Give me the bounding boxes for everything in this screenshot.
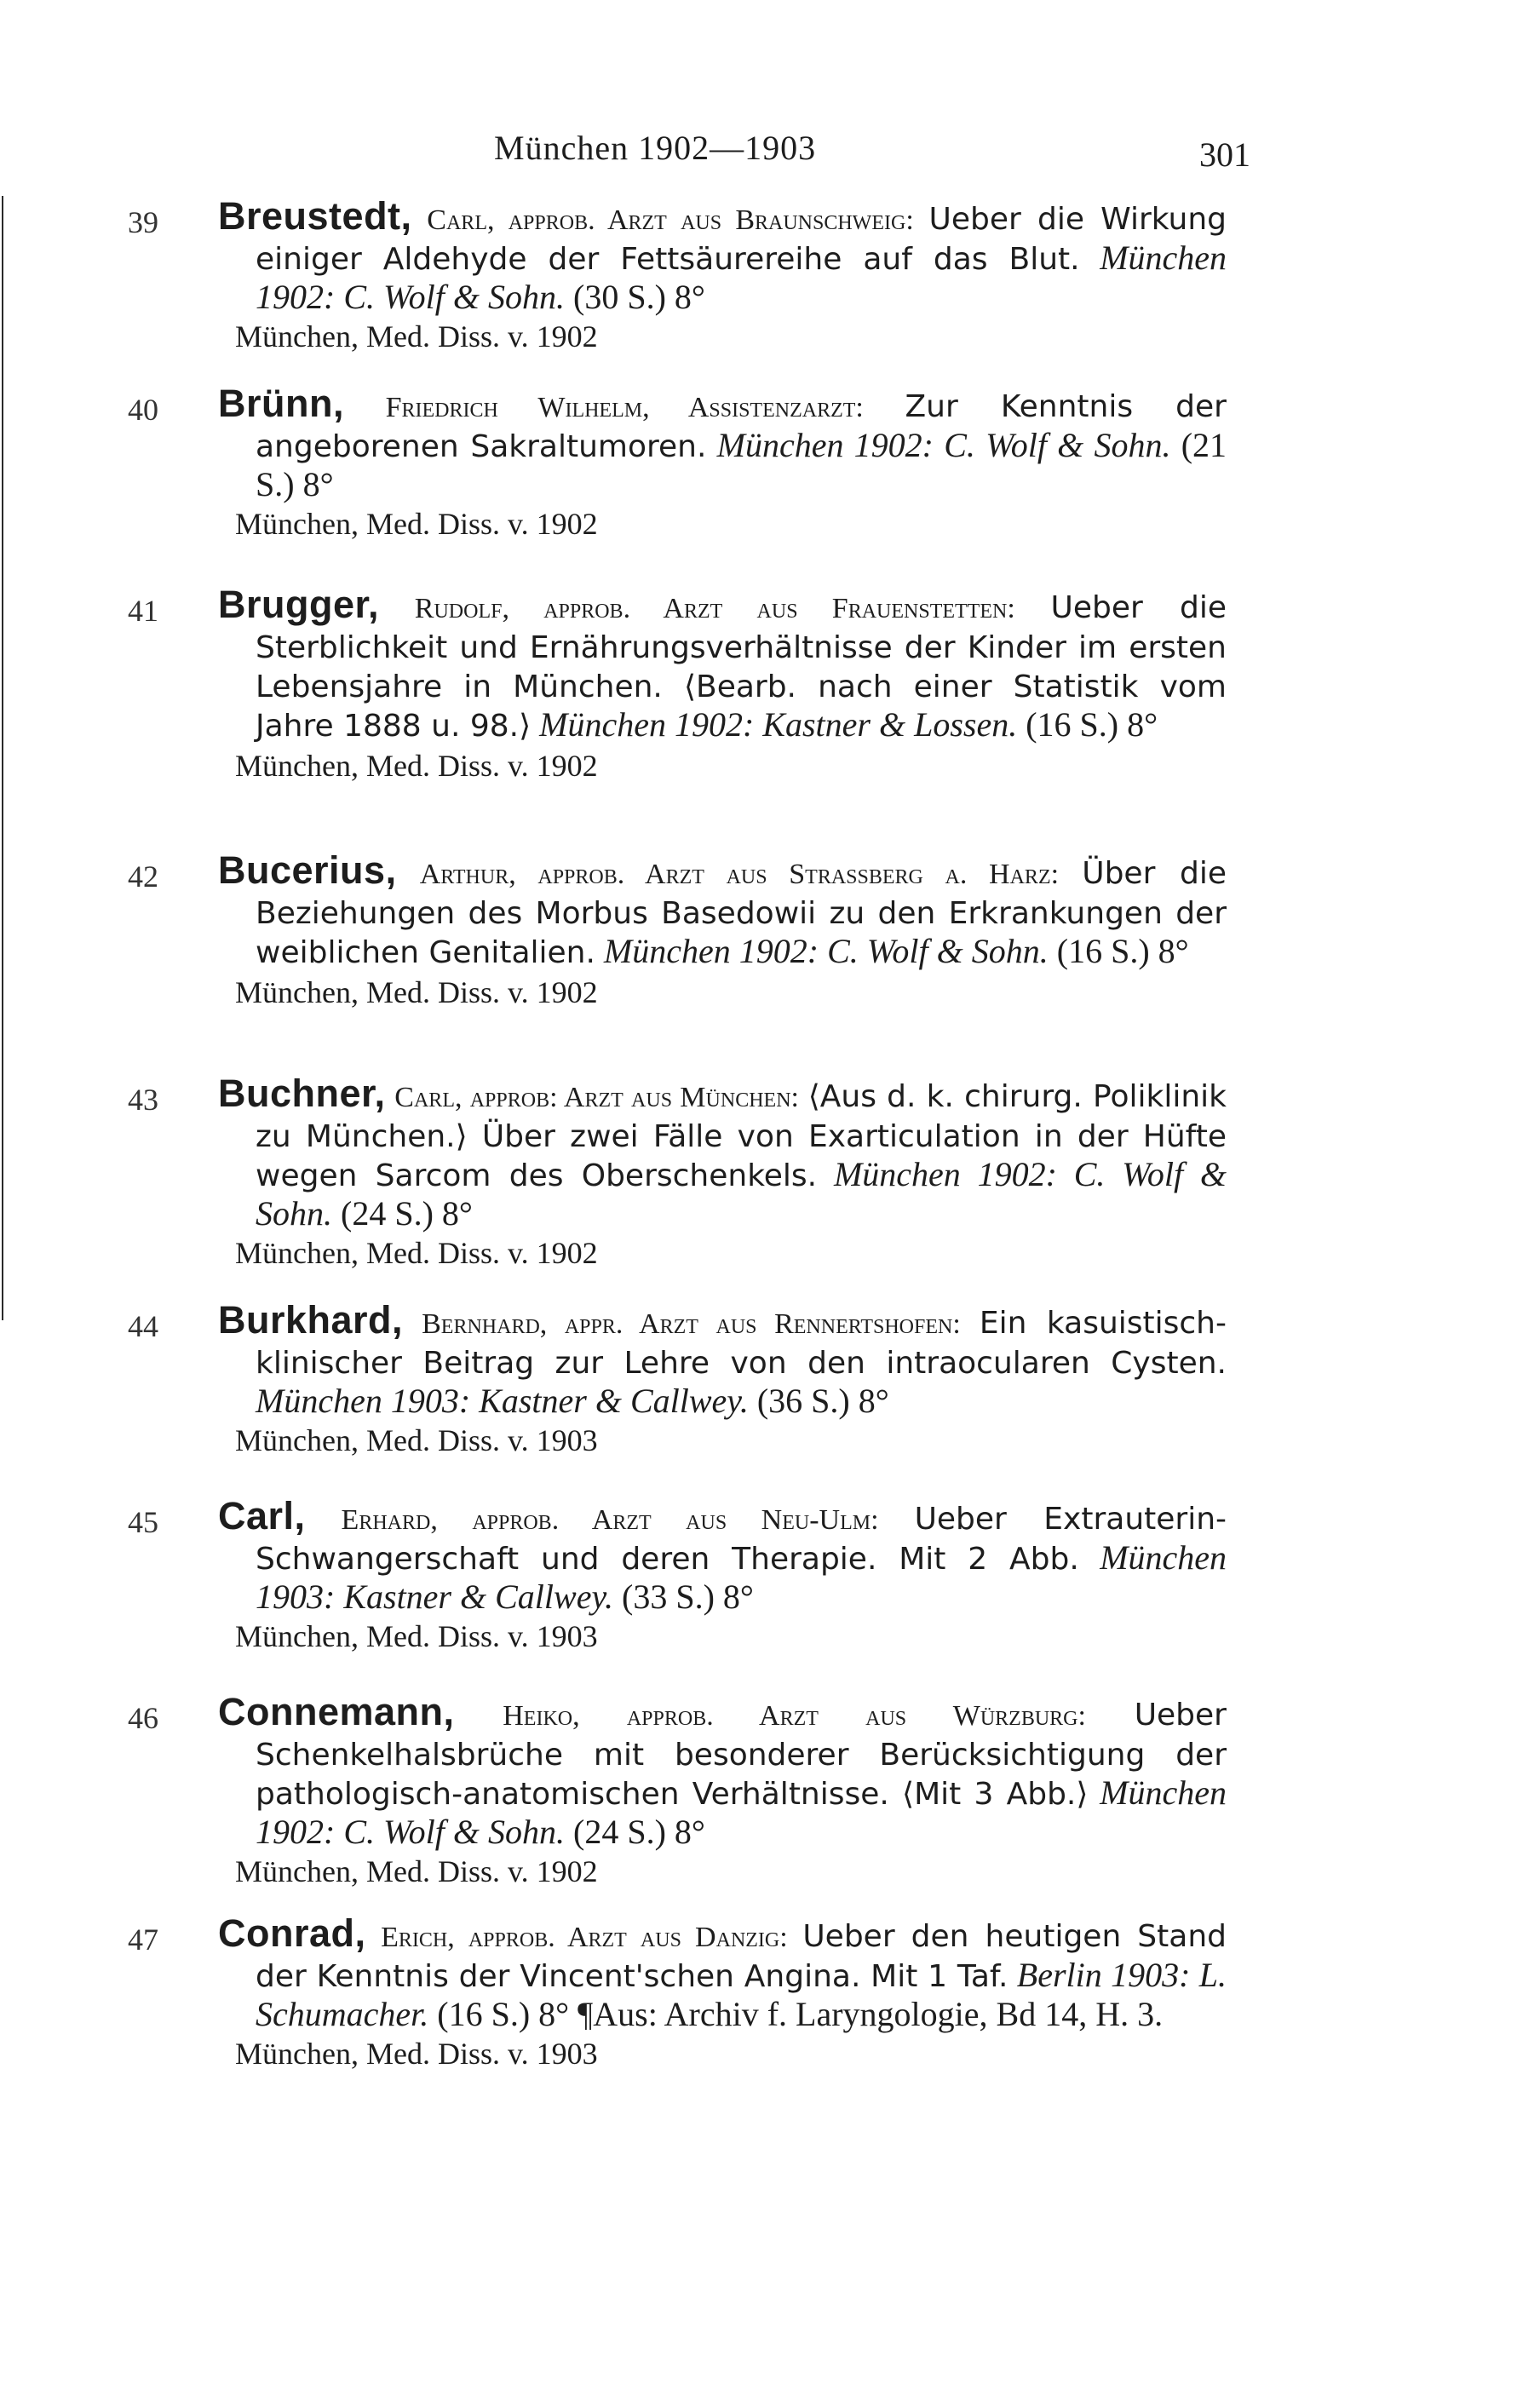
running-head: München 1902—1903 (494, 129, 817, 167)
author-ident: Carl, approb: Arzt aus München: (394, 1082, 799, 1113)
dissertation-note: München, Med. Diss. v. 1902 (235, 507, 598, 541)
dissertation-title: Ein kasuistisch-klinischer Beitrag zur Lehre von den intraocularen Cysten. (256, 1306, 1227, 1381)
dissertation-note: München, Med. Diss. v. 1902 (235, 319, 598, 353)
dissertation-title: Über die Beziehungen des Morbus Basedowii zu den Erkrankungen der weiblichen Genitalien. (256, 856, 1227, 970)
dissertation-title: ⟨Aus d. k. chirurg. Poliklinik zu München.⟩ Über zwei Fälle von Exarticulation in der Hüfte wegen Sarcom des Oberschenkels. (256, 1079, 1227, 1193)
author-ident: Rudolf, approb. Arzt aus Frauenstetten: (414, 593, 1015, 624)
dissertation-note: München, Med. Diss. v. 1902 (235, 1854, 598, 1888)
imprint: München 1902: C. Wolf & Sohn. (256, 1155, 1227, 1233)
author-name: Burkhard, (218, 1298, 404, 1342)
page-number: 301 (1199, 135, 1250, 174)
entry-body (218, 1690, 1227, 1890)
author-name: Brugger, (218, 583, 380, 626)
entry-body (218, 1911, 1227, 2072)
dissertation-note: München, Med. Diss. v. 1903 (235, 2037, 598, 2071)
extent: (21 S.) 8° (256, 426, 1227, 503)
imprint: München 1903: Kastner & Callwey. (256, 1382, 749, 1420)
author-ident: Erhard, approb. Arzt aus Neu-Ulm: (341, 1504, 879, 1536)
entry-body (218, 1494, 1227, 1655)
author-name: Buchner, (218, 1072, 386, 1115)
dissertation-note: München, Med. Diss. v. 1902 (235, 975, 598, 1009)
entry-number: 41 (128, 594, 158, 628)
extent: (24 S.) 8° (573, 1813, 705, 1851)
entry-body (218, 1298, 1227, 1459)
extent: (30 S.) 8° (573, 278, 705, 316)
author-name: Conrad, (218, 1911, 366, 1955)
entry-number: 42 (128, 859, 158, 894)
dissertation-note: München, Med. Diss. v. 1903 (235, 1619, 598, 1653)
imprint: München 1903: Kastner & Callwey. (256, 1538, 1227, 1616)
extent: (16 S.) 8° ¶Aus: Archiv f. Laryngologie, Bd 14, H. 3. (437, 1995, 1164, 2033)
author-name: Connemann, (218, 1690, 455, 1733)
extent: (33 S.) 8° (622, 1578, 754, 1616)
imprint: Berlin 1903: L. Schumacher. (256, 1956, 1227, 2033)
entry-body (218, 194, 1227, 355)
author-name: Brünn, (218, 382, 344, 425)
entry-body (218, 382, 1227, 543)
author-ident: Erich, approb. Arzt aus Danzig: (381, 1922, 788, 1953)
extent: (24 S.) 8° (341, 1194, 473, 1233)
imprint: München 1902: Kastner & Lossen. (539, 705, 1018, 744)
author-name: Carl, (218, 1494, 306, 1537)
dissertation-note: München, Med. Diss. v. 1902 (235, 749, 598, 783)
entry-body (218, 583, 1227, 784)
entry-number: 47 (128, 1922, 158, 1957)
page-edge-line (2, 196, 3, 1320)
author-ident: Heiko, approb. Arzt aus Würzburg: (503, 1700, 1086, 1732)
author-ident: Carl, approb. Arzt aus Braunschweig: (427, 204, 914, 236)
entry-number: 39 (128, 205, 158, 239)
dissertation-title: Ueber die Wirkung einiger Aldehyde der Fettsäurereihe auf das Blut. (256, 202, 1227, 277)
imprint: München 1902: C. Wolf & Sohn. (603, 932, 1049, 970)
dissertation-title: Ueber Schenkelhalsbrüche mit besonderer Berücksichtigung der pathologisch-anatomischen Verhältnisse. ⟨Mit 3 Abb.⟩ (256, 1698, 1227, 1812)
dissertation-title: Ueber die Sterblichkeit und Ernährungsverhältnisse der Kinder im ersten Lebensjahre in München. ⟨Bearb. nach einer Statistik vom Jahre 1888 u. 98.⟩ (256, 590, 1227, 744)
entry-number: 44 (128, 1309, 158, 1343)
extent: (16 S.) 8° (1026, 705, 1158, 744)
author-ident: Friedrich Wilhelm, Assistenzarzt: (385, 392, 864, 423)
entry-body (218, 848, 1227, 1011)
author-name: Bucerius, (218, 848, 397, 892)
dissertation-title: Ueber den heutigen Stand der Kenntnis der Vincent'schen Angina. Mit 1 Taf. (256, 1919, 1227, 1994)
dissertation-title: Ueber Extrauterin-Schwangerschaft und deren Therapie. Mit 2 Abb. (256, 1502, 1227, 1577)
entry-number: 40 (128, 393, 158, 427)
author-ident: Arthur, approb. Arzt aus Straßberg a. Harz: (419, 859, 1060, 890)
author-name: Breustedt, (218, 194, 412, 238)
entry-body (218, 1072, 1227, 1272)
entry-number: 46 (128, 1701, 158, 1735)
author-ident: Bernhard, appr. Arzt aus Rennertshofen: (422, 1308, 961, 1340)
extent: (16 S.) 8° (1056, 932, 1189, 970)
dissertation-note: München, Med. Diss. v. 1902 (235, 1236, 598, 1270)
extent: (36 S.) 8° (756, 1382, 889, 1420)
imprint: München 1902: C. Wolf & Sohn. (256, 238, 1227, 316)
dissertation-note: München, Med. Diss. v. 1903 (235, 1423, 598, 1457)
imprint: München 1902: C. Wolf & Sohn. (256, 1773, 1227, 1851)
imprint: München 1902: C. Wolf & Sohn. (716, 426, 1171, 464)
entry-number: 43 (128, 1083, 158, 1117)
dissertation-title: Zur Kenntnis der angeborenen Sakraltumoren. (256, 389, 1227, 464)
entry-number: 45 (128, 1505, 158, 1539)
